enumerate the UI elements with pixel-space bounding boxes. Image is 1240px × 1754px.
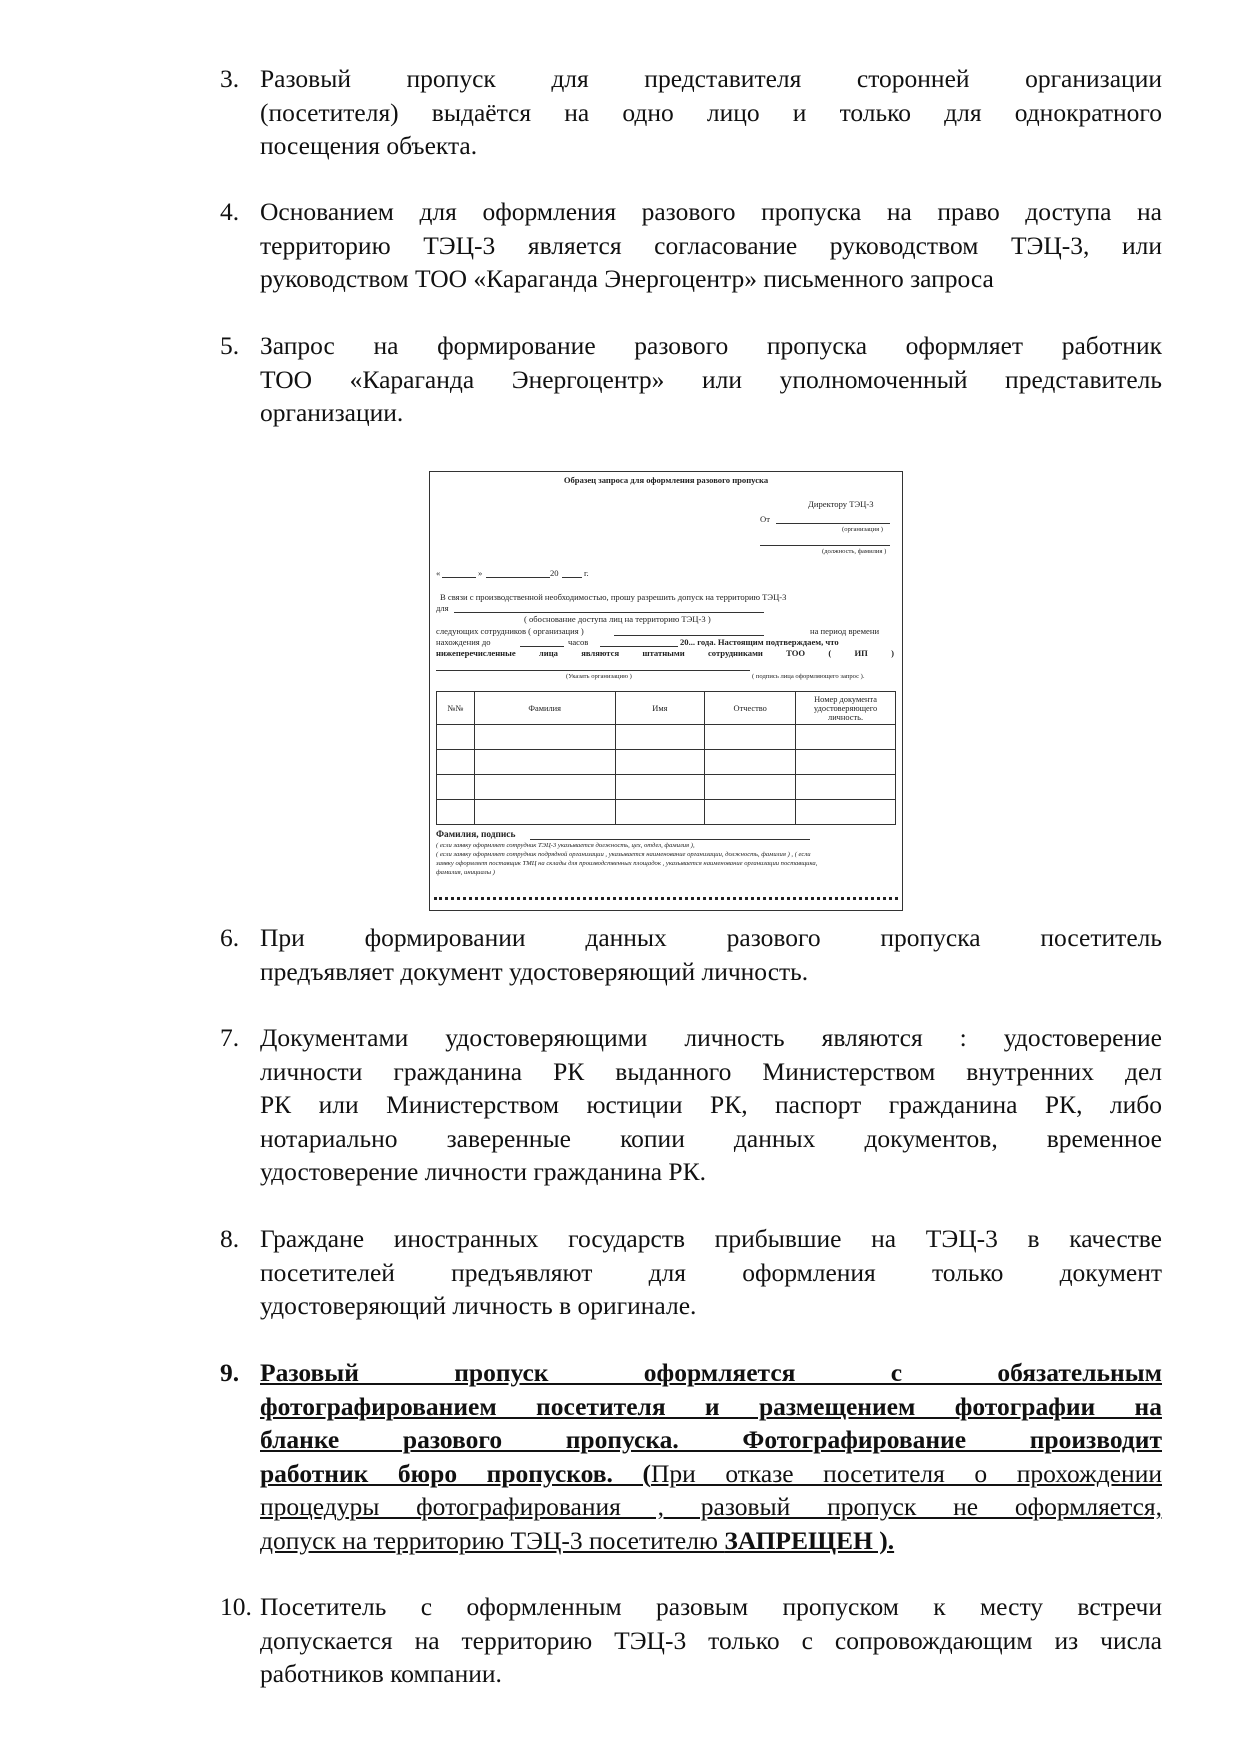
form-position-hint: (должность, фамилия ) bbox=[822, 548, 887, 555]
form-body-line5: нижеперечисленные лица являются штатными сотрудниками ТОО ( ИП ) bbox=[436, 648, 894, 658]
table-header-cell: Номер документа удостоверяющего личность. bbox=[796, 692, 896, 725]
table-row bbox=[437, 775, 896, 800]
text-line: ТОО «Караганда Энергоцентр» или уполномоченный представитель bbox=[260, 364, 1162, 394]
text-line: руководством ТОО «Караганда Энергоцентр» письменного запроса bbox=[260, 264, 994, 293]
text-line: РК или Министерством юстиции РК, паспорт гражданина РК, либо bbox=[260, 1090, 1162, 1119]
text-line bbox=[260, 1457, 1162, 1491]
text-line: бланке разового пропуска. Фотографирование производит bbox=[260, 1425, 1162, 1454]
text-fragment: работник бюро пропусков. ( bbox=[260, 1458, 651, 1488]
text-line: Запрос на формирование разового пропуска оформляет работник bbox=[260, 331, 1162, 360]
form-year-prefix: 20 bbox=[550, 568, 559, 578]
form-line bbox=[776, 523, 890, 524]
list-item-8 bbox=[220, 1222, 1162, 1323]
text-line: Разовый пропуск для представителя сторонней организации bbox=[260, 64, 1162, 93]
text-line: При формировании данных разового пропуска посетитель bbox=[260, 923, 1162, 952]
form-line bbox=[520, 646, 564, 647]
text-line: Основанием для оформления разового пропуска на право доступа на bbox=[260, 197, 1162, 226]
form-line bbox=[600, 646, 678, 647]
item-text bbox=[260, 62, 1162, 163]
item-number: 3. bbox=[220, 64, 240, 93]
form-dotted-border bbox=[434, 897, 898, 900]
text-line: (посетителя) выдаётся на одно лицо и только для однократного bbox=[260, 97, 1162, 127]
form-body-line3b: на период времени bbox=[810, 626, 880, 636]
form-line bbox=[614, 635, 764, 636]
text-line: посещения объекта. bbox=[260, 131, 478, 160]
form-date-close: » bbox=[478, 568, 483, 578]
form-org-hint: (организация ) bbox=[842, 526, 883, 533]
form-body-line4b: часов bbox=[568, 637, 589, 647]
table-header-cell: Фамилия bbox=[474, 692, 615, 725]
form-line bbox=[562, 577, 582, 578]
list-item-10 bbox=[220, 1590, 1162, 1691]
list-item-6 bbox=[220, 921, 1162, 988]
form-footnote: заявку оформляет поставщик ТМЦ на склады для производственных площадок , указывается наименование организации поставщика, bbox=[436, 860, 818, 867]
text-line: организации. bbox=[260, 398, 404, 427]
form-footnote: ( если заявку оформляет сотрудник подрядной организации , указывается наименование организации, должность, фамилия ) , ( если bbox=[436, 851, 811, 858]
list-item-9 bbox=[220, 1356, 1162, 1557]
item-number: 10. bbox=[220, 1592, 252, 1621]
form-footnote: ( если заявку оформляет сотрудник ТЭЦ-3 указывается должность, цех, отдел, фамилия ), bbox=[436, 842, 695, 849]
item-text bbox=[260, 1590, 1162, 1691]
form-persons-table bbox=[436, 691, 896, 825]
list-item-3 bbox=[220, 62, 1162, 163]
form-year-suffix: г. bbox=[584, 568, 589, 578]
form-from-label: От bbox=[760, 514, 770, 524]
item-number: 4. bbox=[220, 197, 240, 226]
form-date-open: « bbox=[436, 568, 441, 578]
item-text bbox=[260, 921, 1162, 988]
text-line: удостоверяющий личность в оригинале. bbox=[260, 1291, 697, 1320]
table-header-cell: №№ bbox=[437, 692, 475, 725]
table-row bbox=[437, 750, 896, 775]
form-body-line1: В связи с производственной необходимостью, прошу разрешить допуск на территорию ТЭЦ-3 bbox=[440, 592, 787, 602]
form-line bbox=[454, 612, 764, 613]
table-header-row bbox=[437, 692, 896, 725]
text-line: Посетитель с оформленным разовым пропуском к месту встречи bbox=[260, 1592, 1162, 1621]
text-fragment: ЗАПРЕЩЕН ). bbox=[724, 1525, 895, 1555]
request-form-sample bbox=[429, 471, 903, 911]
form-body-line3a: следующих сотрудников ( организация ) bbox=[436, 626, 584, 636]
item-number: 9. bbox=[220, 1358, 240, 1387]
item-text bbox=[260, 329, 1162, 430]
text-line: процедуры фотографирования , разовый пропуск не оформляется, bbox=[260, 1492, 1162, 1521]
form-org-sign-hint-left: (Указать организацию ) bbox=[566, 673, 632, 680]
item-number: 5. bbox=[220, 331, 240, 360]
form-footnote: фамилия, инициалы ) bbox=[436, 869, 495, 876]
list-item-7 bbox=[220, 1021, 1162, 1189]
form-reason-hint: ( обоснование доступа лиц на территорию ТЭЦ-3 ) bbox=[524, 614, 711, 624]
text-fragment: При отказе посетителя о прохождении bbox=[650, 1458, 1162, 1488]
form-org-sign-hint-right: ( подпись лица оформляющего запрос ). bbox=[752, 673, 865, 680]
item-number: 8. bbox=[220, 1224, 240, 1253]
text-line: личности гражданина РК выданного Министерством внутренних дел bbox=[260, 1056, 1162, 1086]
item-text bbox=[260, 1222, 1162, 1323]
form-line bbox=[760, 545, 890, 546]
form-title: Образец запроса для оформления разового пропуска bbox=[563, 475, 769, 485]
form-signature-label: Фамилия, подпись bbox=[436, 830, 516, 840]
form-body-line4c: 20... года. Настоящим подтверждаем, что bbox=[680, 637, 839, 647]
table-row bbox=[437, 725, 896, 750]
table-header-cell: Отчество bbox=[705, 692, 796, 725]
text-line: нотариально заверенные копии данных документов, временное bbox=[260, 1123, 1162, 1153]
text-line: Граждане иностранных государств прибывшие на ТЭЦ-3 в качестве bbox=[260, 1224, 1162, 1253]
form-line bbox=[436, 670, 750, 671]
item-number: 6. bbox=[220, 923, 240, 952]
form-line bbox=[486, 577, 550, 578]
form-body-line2: для bbox=[436, 603, 449, 613]
item-text bbox=[260, 1356, 1162, 1557]
list-item-5 bbox=[220, 329, 1162, 430]
text-line bbox=[260, 1524, 1162, 1558]
text-line: посетителей предъявляют для оформления только документ bbox=[260, 1257, 1162, 1287]
text-line: территорию ТЭЦ-3 является согласование руководством ТЭЦ-3, или bbox=[260, 230, 1162, 260]
text-line: фотографированием посетителя и размещением фотографии на bbox=[260, 1391, 1162, 1421]
list-item-4 bbox=[220, 195, 1162, 296]
form-line bbox=[530, 839, 810, 840]
text-line: работников компании. bbox=[260, 1659, 502, 1688]
text-line: Документами удостоверяющими личность являются : удостоверение bbox=[260, 1023, 1162, 1052]
text-line: удостоверение личности гражданина РК. bbox=[260, 1157, 706, 1186]
item-number: 7. bbox=[220, 1023, 240, 1052]
form-body-line4a: нахождения до bbox=[436, 637, 491, 647]
table-header-cell: Имя bbox=[615, 692, 705, 725]
table-row bbox=[437, 800, 896, 825]
text-fragment: допуск на территорию ТЭЦ-3 посетителю bbox=[260, 1525, 725, 1555]
text-line: допускается на территорию ТЭЦ-3 только с сопровождающим из числа bbox=[260, 1625, 1162, 1655]
form-addressee: Директору ТЭЦ-3 bbox=[808, 499, 874, 509]
form-line bbox=[442, 577, 476, 578]
item-text bbox=[260, 1021, 1162, 1189]
item-text bbox=[260, 195, 1162, 296]
text-line: предъявляет документ удостоверяющий личность. bbox=[260, 956, 809, 986]
text-line: Разовый пропуск оформляется с обязательным bbox=[260, 1358, 1162, 1387]
